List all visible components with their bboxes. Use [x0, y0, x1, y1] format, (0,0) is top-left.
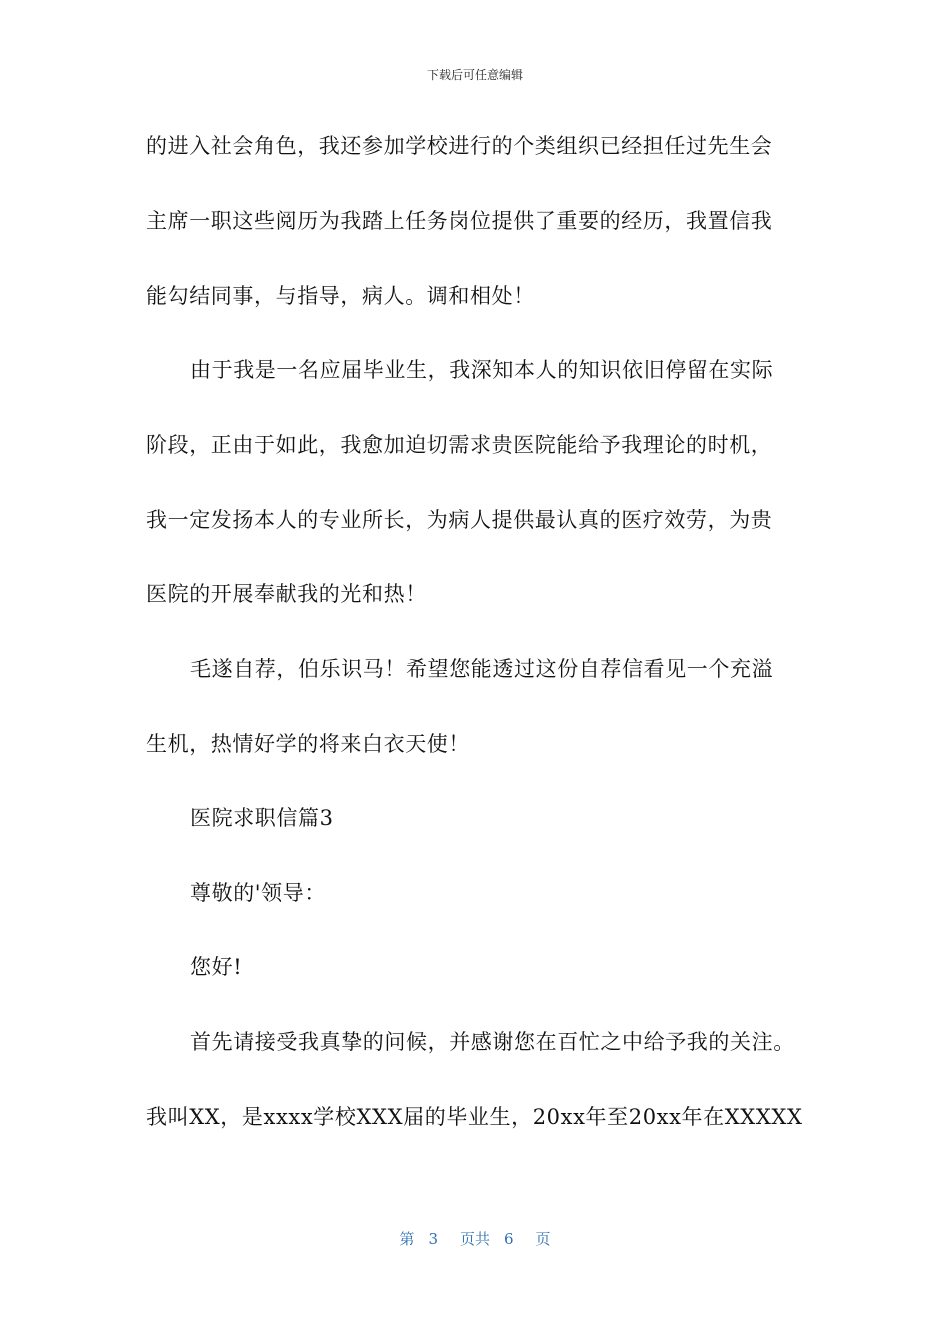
greeting: 您好! — [190, 955, 243, 979]
body-line: 的进入社会角色，我还参加学校进行的个类组织已经担任过先生会 — [146, 134, 773, 158]
page-footer — [0, 1228, 950, 1249]
salutation: 尊敬的'领导： — [190, 881, 326, 905]
body-line: 由于我是一名应届毕业生，我深知本人的知识依旧停留在实际 — [190, 358, 774, 382]
footer-current-page: 3 — [428, 1230, 438, 1248]
body-line: 能勾结同事，与指导，病人。调和相处！ — [146, 284, 535, 308]
body-line: 我叫XX，是xxxx学校XXX届的毕业生，20xx年至20xx年在XXXXX — [146, 1105, 803, 1129]
footer-total-pages: 6 — [504, 1230, 514, 1248]
body-line: 生机，热情好学的将来白衣天使！ — [146, 732, 470, 756]
body-line: 毛遂自荐，伯乐识马！希望您能透过这份自荐信看见一个充溢 — [190, 657, 774, 681]
footer-suffix: 页 — [535, 1230, 551, 1248]
section-heading: 医院求职信篇3 — [190, 806, 334, 830]
body-line: 主席一职这些阅历为我踏上任务岗位提供了重要的经历，我置信我 — [146, 209, 773, 233]
body-line: 首先请接受我真挚的问候，并感谢您在百忙之中给予我的关注。 — [190, 1030, 795, 1054]
body-line: 医院的开展奉献我的光和热！ — [146, 582, 427, 606]
body-line: 我一定发扬本人的专业所长，为病人提供最认真的医疗效劳，为贵 — [146, 508, 773, 532]
footer-prefix: 第 — [399, 1230, 415, 1248]
body-line: 阶段，正由于如此，我愈加迫切需求贵医院能给予我理论的时机， — [146, 433, 773, 457]
footer-middle: 页共 — [459, 1230, 490, 1248]
page-header: 下载后可任意编辑 — [426, 68, 523, 82]
